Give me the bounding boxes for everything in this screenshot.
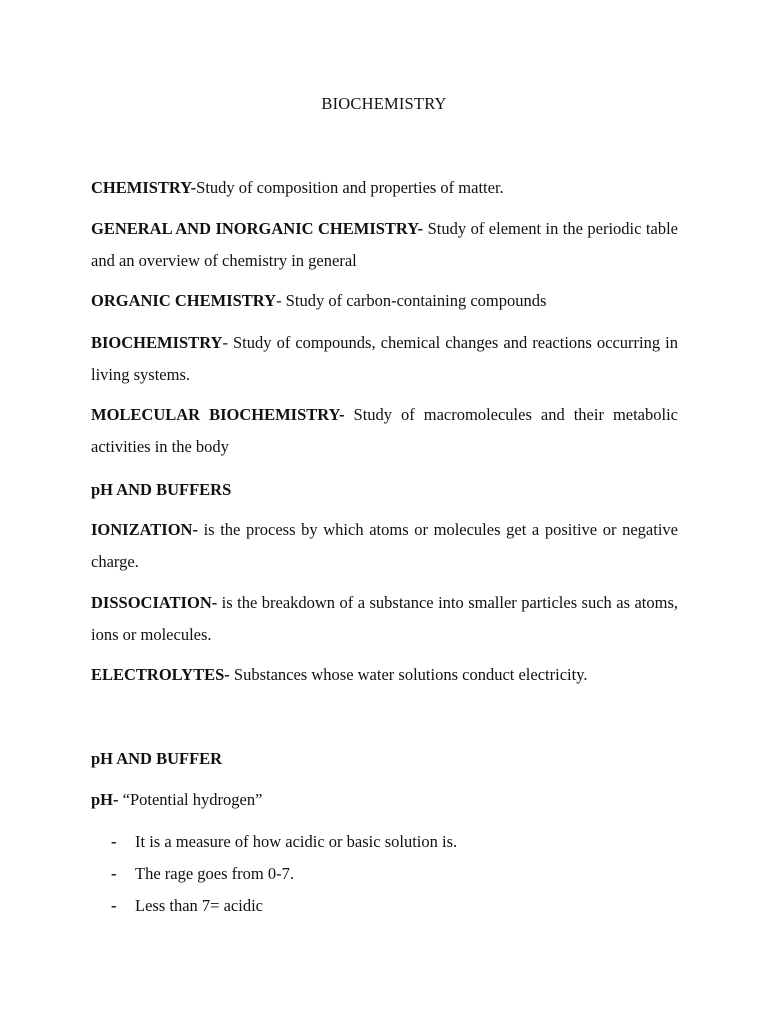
section-heading-ph-and-buffers: pH AND BUFFERS [91,480,232,499]
list-item-text: Less than 7= acidic [135,896,263,915]
bullet-dash: - [111,832,117,851]
definition-biochemistry [91,327,678,391]
definition-ionization [91,514,678,578]
definition-text: Study of element in the periodic table and an overview of chemistry in general [91,219,678,270]
definition-term: pH- [91,790,119,809]
definition-text: is the process by which atoms or molecules get a positive or negative charge. [91,520,678,571]
definition-text: Study of composition and properties of matter. [196,178,504,197]
list-item [91,858,678,890]
definition-text: is the breakdown of a substance into smaller particles such as atoms, ions or molecules. [91,593,678,644]
definition-text: - Study of carbon-containing compounds [276,291,547,310]
definition-term: MOLECULAR BIOCHEMISTRY- [91,405,345,424]
definition-text: “Potential hydrogen” [118,790,263,809]
definition-ph [91,784,678,816]
definition-term: GENERAL AND INORGANIC CHEMISTRY- [91,219,424,238]
definition-text: - Study of compounds, chemical changes and reactions occurring in living systems. [91,333,678,384]
definition-term: CHEMISTRY- [91,178,197,197]
definition-chemistry [91,172,678,204]
definition-general-inorganic-chemistry [91,213,678,277]
definition-molecular-biochemistry [91,399,678,463]
definition-dissociation [91,587,678,651]
definition-term: BIOCHEMISTRY [91,333,223,352]
bullet-dash: - [111,864,117,883]
section-heading-ph-and-buffer: pH AND BUFFER [91,749,223,768]
definition-electrolytes [91,659,678,691]
bullet-dash: - [111,896,117,915]
document-title: BIOCHEMISTRY [321,94,447,113]
definition-organic-chemistry [91,285,678,317]
definition-term: ORGANIC CHEMISTRY [91,291,277,310]
definition-term: DISSOCIATION- [91,593,218,612]
ph-bullet-list [91,826,678,922]
definition-term: ELECTROLYTES- [91,665,230,684]
definition-text: Study of macromolecules and their metabolic activities in the body [91,405,678,456]
list-item [91,890,678,922]
definition-text: Substances whose water solutions conduct electricity. [229,665,588,684]
definition-term: IONIZATION- [91,520,198,539]
list-item-text: The rage goes from 0-7. [135,864,294,883]
list-item [91,826,678,858]
list-item-text: It is a measure of how acidic or basic solution is. [135,832,458,851]
